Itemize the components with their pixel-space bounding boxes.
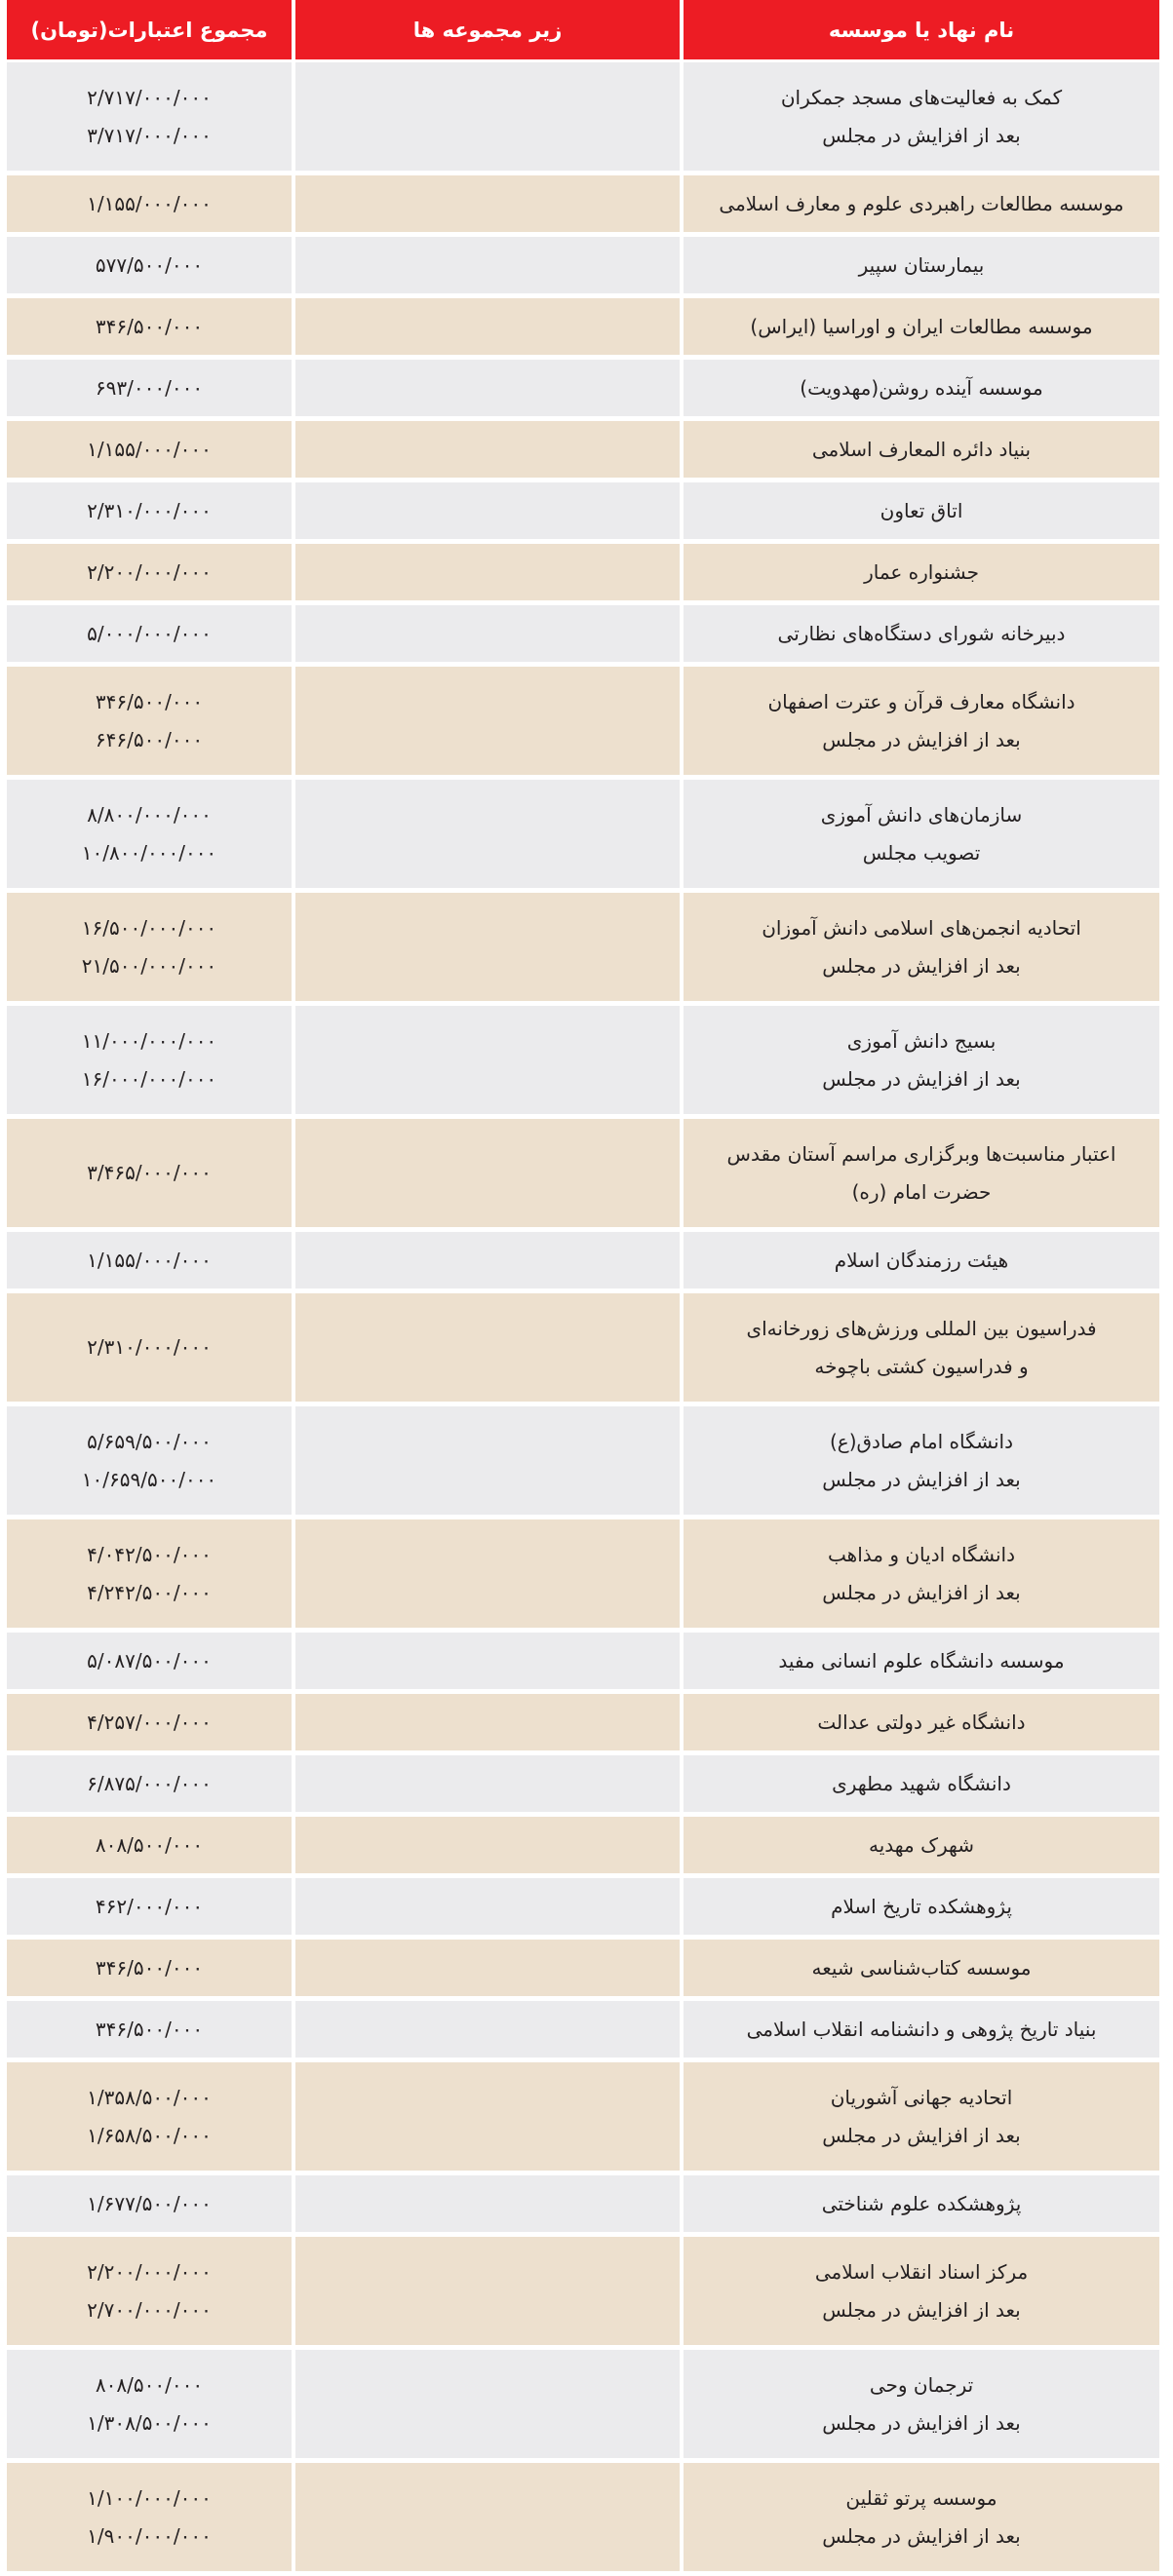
institution-name-cell: [684, 1694, 1159, 1750]
table-row: [7, 1633, 1159, 1689]
subsidiaries-cell: [295, 544, 680, 600]
table-row: [7, 1006, 1159, 1114]
institution-name-cell: [684, 667, 1159, 775]
subsidiaries-cell: [295, 62, 680, 171]
budget-cell: [7, 544, 292, 600]
budget-amount-after-increase: ۱/۹۰۰/۰۰۰/۰۰۰: [87, 2523, 212, 2548]
budget-amount: ۲/۳۱۰/۰۰۰/۰۰۰: [87, 1335, 212, 1359]
table-row: [7, 780, 1159, 888]
subsidiaries-cell: [295, 298, 680, 355]
budget-cell: [7, 2350, 292, 2458]
budget-amount: ۴/۲۵۷/۰۰۰/۰۰۰: [87, 1710, 212, 1734]
institution-name-cell: [684, 2237, 1159, 2345]
institution-name: پژوهشکده تاریخ اسلام: [831, 1894, 1012, 1918]
institution-name-cell: [684, 1633, 1159, 1689]
institution-name-cell: [684, 605, 1159, 662]
budget-cell: [7, 1406, 292, 1515]
institution-name: بسیج دانش آموزی: [846, 1028, 997, 1053]
table-row: [7, 2463, 1159, 2571]
subsidiaries-cell: [295, 2175, 680, 2232]
institution-name-cell: [684, 780, 1159, 888]
subsidiaries-value: [478, 2286, 497, 2297]
budget-amount: ۱/۶۷۷/۵۰۰/۰۰۰: [87, 2191, 212, 2215]
budget-amount: ۲/۷۱۷/۰۰۰/۰۰۰: [87, 85, 212, 109]
institution-name-cell: [684, 2350, 1159, 2458]
budget-amount: ۳۴۶/۵۰۰/۰۰۰: [95, 1955, 204, 1980]
subsidiaries-cell: [295, 780, 680, 888]
subsidiaries-cell: [295, 360, 680, 416]
table-row: [7, 1817, 1159, 1873]
table-row: [7, 1940, 1159, 1996]
institution-name-cell: [684, 1006, 1159, 1114]
budget-amount: ۸/۸۰۰/۰۰۰/۰۰۰: [87, 802, 212, 827]
budget-amount-after-increase: ۱/۳۰۸/۵۰۰/۰۰۰: [87, 2410, 212, 2435]
subsidiaries-value: [478, 259, 497, 271]
institution-note: بعد از افزایش در مجلس: [822, 2410, 1021, 2435]
subsidiaries-cell: [295, 667, 680, 775]
budget-amount: ۵۷۷/۵۰۰/۰۰۰: [95, 252, 204, 277]
institution-name: دانشگاه معارف قرآن و عترت اصفهان: [767, 689, 1075, 713]
budget-cell: [7, 2175, 292, 2232]
institution-name-cell: [684, 62, 1159, 171]
budget-cell: [7, 1519, 292, 1628]
budget-amount: ۵/۰۸۷/۵۰۰/۰۰۰: [87, 1648, 212, 1672]
table-row: [7, 62, 1159, 171]
subsidiaries-cell: [295, 893, 680, 1001]
institution-name: پژوهشکده علوم شناختی: [821, 2191, 1022, 2215]
budget-amount: ۴۶۲/۰۰۰/۰۰۰: [95, 1894, 204, 1918]
institution-name: اتحادیه جهانی آشوریان: [830, 2085, 1013, 2109]
budget-cell: [7, 1940, 292, 1996]
subsidiaries-value: [478, 2512, 497, 2523]
budget-amount: ۱۶/۵۰۰/۰۰۰/۰۰۰: [81, 915, 217, 940]
institution-name: اتحادیه انجمن‌های اسلامی دانش آموزان: [762, 915, 1081, 940]
institution-name: موسسه دانشگاه علوم انسانی مفید: [778, 1648, 1065, 1672]
subsidiaries-value: [478, 1901, 497, 1912]
subsidiaries-value: [478, 2111, 497, 2123]
institution-name-cell: [684, 360, 1159, 416]
subsidiaries-cell: [295, 1293, 680, 1402]
budget-amount: ۸۰۸/۵۰۰/۰۰۰: [95, 1832, 204, 1857]
subsidiaries-value: [478, 566, 497, 578]
table-row: [7, 2001, 1159, 2057]
budget-amount: ۲/۲۰۰/۰۰۰/۰۰۰: [87, 2259, 212, 2284]
budget-amount-after-increase: ۲/۷۰۰/۰۰۰/۰۰۰: [87, 2297, 212, 2322]
subsidiaries-cell: [295, 1878, 680, 1935]
subsidiaries-value: [478, 2198, 497, 2210]
table-row: [7, 2062, 1159, 2171]
subsidiaries-value: [478, 1716, 497, 1728]
subsidiaries-value: [478, 198, 497, 210]
institution-name-cell: [684, 298, 1159, 355]
header-institution-name: نام نهاد یا موسسه: [684, 0, 1159, 59]
subsidiaries-cell: [295, 237, 680, 293]
table-row: [7, 1878, 1159, 1935]
budget-cell: [7, 780, 292, 888]
subsidiaries-value: [478, 942, 497, 953]
table-header: [7, 0, 1159, 59]
subsidiaries-value: [478, 1778, 497, 1789]
subsidiaries-value: [478, 1655, 497, 1667]
institution-name: دبیرخانه شورای دستگاه‌های نظارتی: [777, 621, 1066, 645]
subsidiaries-value: [478, 111, 497, 123]
subsidiaries-cell: [295, 2463, 680, 2571]
subsidiaries-cell: [295, 1694, 680, 1750]
subsidiaries-cell: [295, 1940, 680, 1996]
budget-amount: ۳/۴۶۵/۰۰۰/۰۰۰: [87, 1161, 212, 1184]
budget-cell: [7, 1119, 292, 1227]
institution-name: موسسه مطالعات راهبردی علوم و معارف اسلامی: [719, 191, 1124, 215]
budget-cell: [7, 2001, 292, 2057]
budget-cell: [7, 421, 292, 478]
subsidiaries-cell: [295, 175, 680, 232]
subsidiaries-cell: [295, 2350, 680, 2458]
subsidiaries-cell: [295, 605, 680, 662]
institution-name: موسسه آینده روشن(مهدویت): [800, 375, 1043, 400]
institution-note: تصویب مجلس: [862, 840, 981, 865]
budget-cell: [7, 2062, 292, 2171]
table-row: [7, 893, 1159, 1001]
institution-name-cell: [684, 1878, 1159, 1935]
budget-cell: [7, 1817, 292, 1873]
institution-name-cell: [684, 1119, 1159, 1227]
budget-amount: ۴/۰۴۲/۵۰۰/۰۰۰: [87, 1542, 212, 1566]
institution-name: جشنواره عمار: [864, 559, 979, 584]
institution-name-cell: [684, 1519, 1159, 1628]
subsidiaries-value: [478, 715, 497, 727]
budget-amount: ۱۱/۰۰۰/۰۰۰/۰۰۰: [81, 1028, 217, 1053]
institution-name-cell: [684, 2001, 1159, 2057]
budget-amount: ۵/۶۵۹/۵۰۰/۰۰۰: [87, 1429, 212, 1453]
table-row: [7, 544, 1159, 600]
budget-amount: ۱/۱۵۵/۰۰۰/۰۰۰: [87, 1248, 212, 1272]
institution-name: موسسه مطالعات ایران و اوراسیا (ایراس): [750, 314, 1093, 338]
subsidiaries-value: [478, 505, 497, 517]
institution-name: فدراسیون بین المللی ورزش‌های زورخانه‌ای: [746, 1316, 1097, 1340]
budget-amount: ۲/۲۰۰/۰۰۰/۰۰۰: [87, 559, 212, 584]
institution-name: بنیاد دائره المعارف اسلامی: [811, 437, 1032, 461]
institution-name: دانشگاه غیر دولتی عدالت: [817, 1710, 1026, 1734]
institution-name-cell: [684, 1232, 1159, 1288]
institution-note: بعد از افزایش در مجلس: [822, 1580, 1021, 1604]
budget-amount: ۱/۱۰۰/۰۰۰/۰۰۰: [87, 2485, 212, 2510]
budget-cell: [7, 2463, 292, 2571]
budget-cell: [7, 62, 292, 171]
institution-name-cell: [684, 1940, 1159, 1996]
subsidiaries-cell: [295, 2237, 680, 2345]
budget-amount-after-increase: ۲۱/۵۰۰/۰۰۰/۰۰۰: [81, 953, 217, 978]
subsidiaries-cell: [295, 421, 680, 478]
budget-amount: ۳۴۶/۵۰۰/۰۰۰: [95, 2017, 204, 2041]
subsidiaries-cell: [295, 1817, 680, 1873]
institution-name-cell: [684, 1755, 1159, 1812]
table-row: [7, 1755, 1159, 1812]
table-row: [7, 298, 1159, 355]
budget-amount: ۲/۳۱۰/۰۰۰/۰۰۰: [87, 498, 212, 522]
table-row: [7, 2350, 1159, 2458]
budget-cell: [7, 1006, 292, 1114]
institution-name-cell: [684, 1817, 1159, 1873]
subsidiaries-value: [478, 1168, 497, 1179]
table-row: [7, 2175, 1159, 2232]
institution-name-cell: [684, 1293, 1159, 1402]
budget-amount: ۱/۱۵۵/۰۰۰/۰۰۰: [87, 191, 212, 215]
budget-amount-after-increase: ۳/۷۱۷/۰۰۰/۰۰۰: [87, 123, 212, 147]
institution-note: بعد از افزایش در مجلس: [822, 1066, 1021, 1091]
subsidiaries-cell: [295, 2062, 680, 2171]
table-row: [7, 360, 1159, 416]
table-row: [7, 605, 1159, 662]
budget-amount-after-increase: ۶۴۶/۵۰۰/۰۰۰: [95, 727, 204, 751]
subsidiaries-cell: [295, 1755, 680, 1812]
budget-cell: [7, 482, 292, 539]
header-total-budget: مجموع اعتبارات(تومان): [7, 0, 292, 59]
institution-note: بعد از افزایش در مجلس: [822, 2123, 1021, 2147]
budget-amount: ۶/۸۷۵/۰۰۰/۰۰۰: [87, 1771, 212, 1795]
institution-name: بنیاد تاریخ پژوهی و دانشنامه انقلاب اسلامی: [746, 2017, 1097, 2041]
budget-cell: [7, 175, 292, 232]
institution-name: اعتبار مناسبت‌ها وبرگزاری مراسم آستان مقدس: [726, 1141, 1116, 1166]
subsidiaries-value: [478, 1455, 497, 1467]
institution-name: هیئت رزمندگان اسلام: [834, 1248, 1009, 1272]
budget-amount: ۶۹۳/۰۰۰/۰۰۰: [95, 375, 204, 400]
budget-amount-after-increase: ۴/۲۴۲/۵۰۰/۰۰۰: [87, 1580, 212, 1604]
institution-name: سازمان‌های دانش آموزی: [820, 802, 1023, 827]
budget-cell: [7, 1694, 292, 1750]
subsidiaries-value: [478, 382, 497, 394]
budget-cell: [7, 2237, 292, 2345]
institution-note: بعد از افزایش در مجلس: [822, 1467, 1021, 1491]
budget-amount-after-increase: ۱۰/۶۵۹/۵۰۰/۰۰۰: [81, 1467, 217, 1491]
subsidiaries-value: [478, 1568, 497, 1580]
institution-note: بعد از افزایش در مجلس: [822, 953, 1021, 978]
subsidiaries-value: [478, 2399, 497, 2410]
budget-amount-after-increase: ۱۰/۸۰۰/۰۰۰/۰۰۰: [81, 840, 217, 865]
subsidiaries-value: [478, 1962, 497, 1974]
subsidiaries-cell: [295, 1406, 680, 1515]
institution-name: ترجمان وحی: [869, 2372, 974, 2397]
table-row: [7, 1694, 1159, 1750]
subsidiaries-value: [478, 1055, 497, 1066]
institution-name: شهرک مهدیه: [869, 1832, 974, 1857]
budget-amount: ۳۴۶/۵۰۰/۰۰۰: [95, 314, 204, 338]
institution-name: مرکز اسناد انقلاب اسلامی: [814, 2259, 1029, 2284]
institution-note: بعد از افزایش در مجلس: [822, 727, 1021, 751]
institution-name-cell: [684, 421, 1159, 478]
institution-name-cell: [684, 2062, 1159, 2171]
subsidiaries-cell: [295, 1232, 680, 1288]
subsidiaries-cell: [295, 1633, 680, 1689]
budget-amount: ۳۴۶/۵۰۰/۰۰۰: [95, 689, 204, 713]
budget-cell: [7, 1633, 292, 1689]
institution-name-cell: [684, 544, 1159, 600]
institution-note: بعد از افزایش در مجلس: [822, 2523, 1021, 2548]
budget-amount: ۸۰۸/۵۰۰/۰۰۰: [95, 2372, 204, 2397]
institution-name-cell: [684, 2175, 1159, 2232]
institution-note: حضرت امام (ره): [851, 1179, 992, 1204]
institution-note: بعد از افزایش در مجلس: [822, 123, 1021, 147]
institution-note: و فدراسیون کشتی باچوخه: [814, 1354, 1029, 1378]
subsidiaries-value: [478, 1839, 497, 1851]
table-row: [7, 2237, 1159, 2345]
institution-name-cell: [684, 237, 1159, 293]
institution-name: دانشگاه شهید مطهری: [832, 1771, 1011, 1795]
institution-name: دانشگاه ادیان و مذاهب: [828, 1542, 1015, 1566]
subsidiaries-value: [478, 2023, 497, 2035]
budget-amount: ۱/۳۵۸/۵۰۰/۰۰۰: [87, 2085, 212, 2109]
budget-cell: [7, 893, 292, 1001]
table-row: [7, 237, 1159, 293]
budget-cell: [7, 237, 292, 293]
budget-cell: [7, 1293, 292, 1402]
institution-name: اتاق تعاون: [880, 498, 963, 522]
budget-cell: [7, 667, 292, 775]
institution-name-cell: [684, 2463, 1159, 2571]
table-body: [7, 62, 1159, 2571]
table-row: [7, 1232, 1159, 1288]
subsidiaries-cell: [295, 1119, 680, 1227]
budget-cell: [7, 1755, 292, 1812]
budget-amount-after-increase: ۱۶/۰۰۰/۰۰۰/۰۰۰: [81, 1066, 217, 1091]
table-row: [7, 175, 1159, 232]
budget-table: [7, 0, 1159, 2576]
institution-name: دانشگاه امام صادق(ع): [830, 1429, 1013, 1453]
subsidiaries-value: [478, 443, 497, 455]
table-row: [7, 421, 1159, 478]
institution-name: بیمارستان سپیر: [858, 252, 985, 277]
institution-name-cell: [684, 1406, 1159, 1515]
budget-cell: [7, 360, 292, 416]
institution-name: کمک به فعالیت‌های مسجد جمکران: [780, 85, 1063, 109]
subsidiaries-cell: [295, 1519, 680, 1628]
header-subsidiaries: زیر مجموعه ها: [295, 0, 680, 59]
budget-cell: [7, 298, 292, 355]
subsidiaries-cell: [295, 482, 680, 539]
institution-name: موسسه پرتو ثقلین: [845, 2485, 997, 2510]
institution-name-cell: [684, 175, 1159, 232]
table-row: [7, 1119, 1159, 1227]
institution-name-cell: [684, 482, 1159, 539]
subsidiaries-value: [478, 1254, 497, 1266]
table-row: [7, 1519, 1159, 1628]
budget-amount: ۱/۱۵۵/۰۰۰/۰۰۰: [87, 437, 212, 461]
table-row: [7, 1406, 1159, 1515]
institution-name: موسسه کتاب‌شناسی شیعه: [811, 1955, 1032, 1980]
subsidiaries-value: [478, 828, 497, 840]
institution-note: بعد از افزایش در مجلس: [822, 2297, 1021, 2322]
table-row: [7, 482, 1159, 539]
budget-amount: ۵/۰۰۰/۰۰۰/۰۰۰: [87, 621, 212, 645]
budget-cell: [7, 1232, 292, 1288]
subsidiaries-cell: [295, 1006, 680, 1114]
budget-cell: [7, 1878, 292, 1935]
subsidiaries-cell: [295, 2001, 680, 2057]
subsidiaries-value: [478, 628, 497, 639]
table-row: [7, 1293, 1159, 1402]
budget-cell: [7, 605, 292, 662]
subsidiaries-value: [478, 1342, 497, 1354]
institution-name-cell: [684, 893, 1159, 1001]
subsidiaries-value: [478, 321, 497, 332]
budget-amount-after-increase: ۱/۶۵۸/۵۰۰/۰۰۰: [87, 2123, 212, 2147]
table-row: [7, 667, 1159, 775]
